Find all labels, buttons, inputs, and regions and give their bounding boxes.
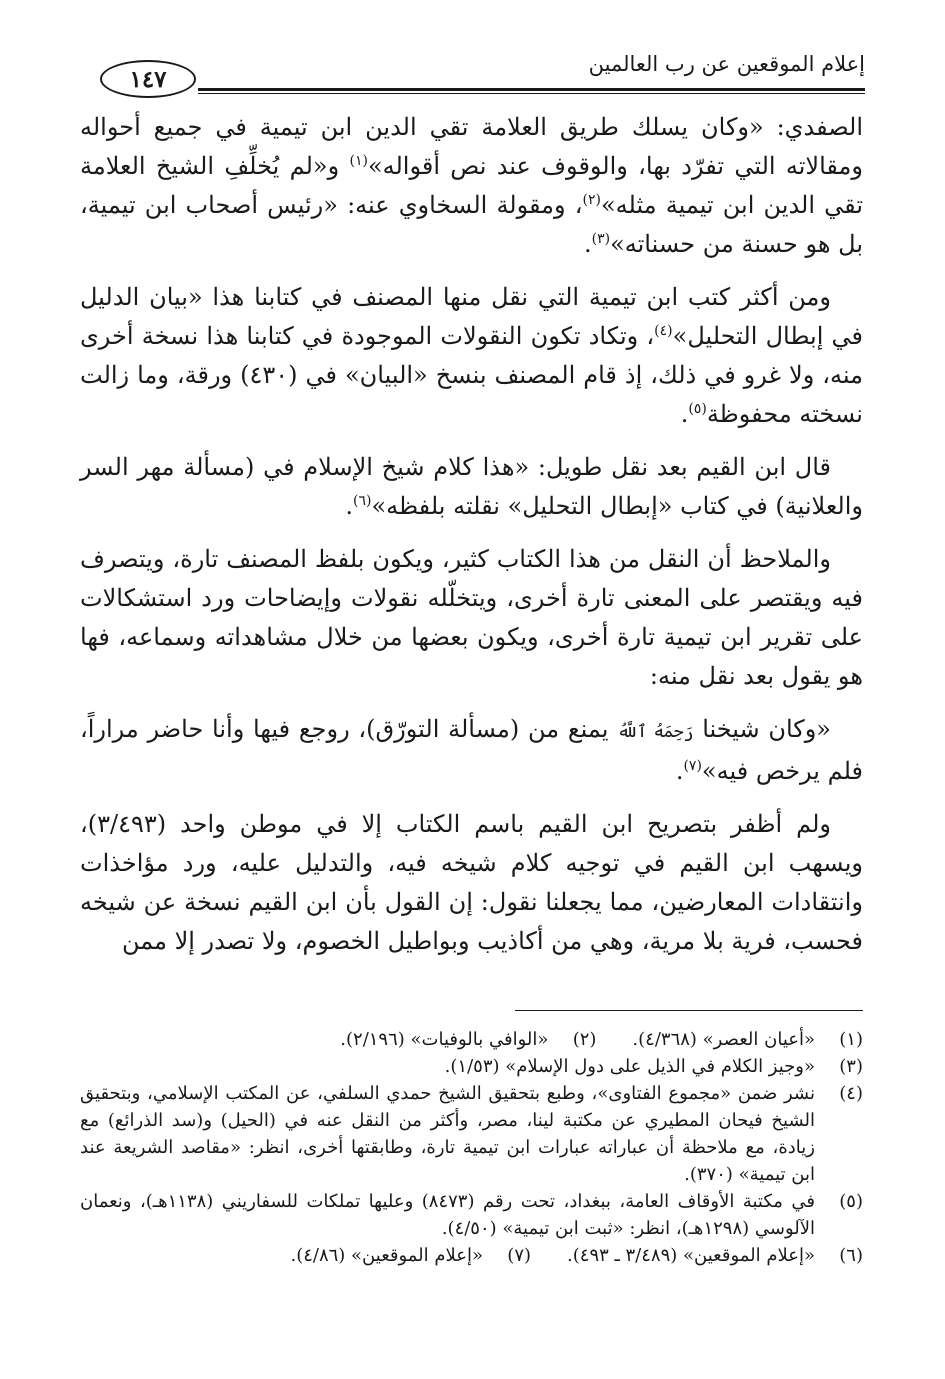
page-header xyxy=(100,48,865,96)
running-title: إعلام الموقعين عن رب العالمين xyxy=(588,52,865,76)
footnote-text: في مكتبة الأوقاف العامة، ببغداد، تحت رقم (٨٤٧٣) وعليها تملكات للسفاريني (١١٣٨هـ)، ونعمان الآلوسي (١٢٩٨هـ)، انظر: «ثبت ابن تيمية» (٤/٥٠). xyxy=(80,1191,815,1239)
footnote-text: «الوافي بالوفيات» (٢/١٩٦). xyxy=(340,1029,549,1050)
header-rule-thin xyxy=(198,93,865,94)
quote-paragraph: «وكان شيخنا رَحِمَهُ ٱللَّهُ يمنع من (مسألة التورّق)، روجع فيها وأنا حاضر مراراً، فلم يرخص فيه»$^{(٧)}$. xyxy=(80,715,863,785)
footnote-text: نشر ضمن «مجموع الفتاوى»، وطبع بتحقيق الشيخ حمدي السلفي، عن المكتب الإسلامي، وبتحقيق الشيخ فيحان المطيري عن مكتبة لينا، مصر، وأكثر من النقل عنه في (الحيل) و(سد الذرائع) مع زيادة، مع ملاحظة أن عباراته عبارات ابن تيمية تارة، وطابقتها أخرى، انظر: «مقاصد الشريعة عند ابن تيمية» (٣٧٠). xyxy=(80,1083,816,1185)
paragraph-1: الصفدي: «وكان يسلك طريق العلامة تقي الدين ابن تيمية في جميع أحواله ومقالاته التي تفرّد بها، والوقوف عند نص أقواله»$^{(١)}$ و«لم يُخلِّفِ الشيخ العلامة تقي الدين ابن تيمية مثله»$^{(٢)}$، ومقولة السخاوي عنه: «رئيس أصحاب ابن تيمية، بل هو حسنة من حسناته»$^{(٣)}$. xyxy=(80,113,864,258)
header-rule xyxy=(198,88,865,91)
footnote-number: (٢) xyxy=(572,1029,597,1050)
footnote-4 xyxy=(80,1080,863,1188)
footnote-5 xyxy=(80,1188,863,1242)
paragraph-3: قال ابن القيم بعد نقل طويل: «هذا كلام شيخ الإسلام في (مسألة مهر السر والعلانية) في كتاب «إبطال التحليل» نقلته بلفظه»$^{(٦)}$. xyxy=(80,453,863,520)
footnote-ref-7[interactable]: (٧) xyxy=(683,758,702,774)
footnote-number: (٥) xyxy=(839,1191,863,1212)
footnote-separator xyxy=(515,1010,863,1011)
footnote-text: «أعيان العصر» (٤/٣٦٨). xyxy=(632,1029,815,1050)
paragraph-2: ومن أكثر كتب ابن تيمية التي نقل منها المصنف في كتابنا هذا «بيان الدليل في إبطال التحليل»$^{(٤)}$، وتكاد تكون النقولات الموجودة في كتابنا هذا نسخة أخرى منه، ولا غرو في ذلك، إذ قام المصنف بنسخ «البيان» في (٤٣٠) ورقة، وما زالت نسخته محفوظة$^{(٥)}$. xyxy=(80,283,864,428)
footnote-text: «وجيز الكلام في الذيل على دول الإسلام» (١/٥٣). xyxy=(444,1056,815,1077)
footnote-text: «إعلام الموقعين» (٣/٤٨٩ ـ ٤٩٣). xyxy=(567,1245,815,1266)
honorific: رَحِمَهُ ٱللَّهُ xyxy=(617,722,694,742)
footnote-ref-4[interactable]: (٤) xyxy=(654,323,673,339)
footnote-number: (٤) xyxy=(839,1083,863,1104)
footnote-text: «إعلام الموقعين» (٤/٨٦). xyxy=(290,1245,484,1266)
footnotes xyxy=(80,1026,863,1269)
paragraph-4: والملاحظ أن النقل من هذا الكتاب كثير، ويكون بلفظ المصنف تارة، ويتصرف فيه ويقتصر على المعنى تارة أخرى، ويتخلّله نقولات وإيضاحات ورد استشكالات على تقرير ابن تيمية تارة أخرى، ويكون بعضها من خلال مشاهداته وسماعه، فها هو يقول بعد نقل منه: xyxy=(80,545,863,690)
footnote-ref-6[interactable]: (٦) xyxy=(352,493,372,509)
paragraph-6: ولم أظفر بتصريح ابن القيم باسم الكتاب إلا في موطن واحد (٣/٤٩٣)، ويسهب ابن القيم في توجيه كلام شيخه فيه، والتدليل عليه، ورد مؤاخذات وانتقادات المعارضين، مما يجعلنا نقول: إن القول بأن ابن القيم نسخة عن شيخه فحسب، فرية بلا مرية، وهي من أكاذيب وبواطيل الخصوم، ولا تصدر إلا ممن xyxy=(80,810,863,955)
footnote-6-7 xyxy=(80,1242,863,1269)
footnote-ref-2[interactable]: (٢) xyxy=(582,192,601,208)
footnote-3 xyxy=(80,1053,863,1080)
footnote-number: (٧) xyxy=(507,1245,532,1266)
footnote-ref-3[interactable]: (٣) xyxy=(591,231,611,247)
footnote-number: (١) xyxy=(839,1029,863,1050)
footnote-ref-5[interactable]: (٥) xyxy=(688,401,707,417)
footnote-1-2 xyxy=(80,1026,863,1053)
page-number: ١٤٧ xyxy=(100,60,196,98)
footnote-number: (٦) xyxy=(839,1245,863,1266)
footnote-ref-1[interactable]: (١) xyxy=(349,153,368,169)
footnote-number: (٣) xyxy=(839,1056,863,1077)
main-text xyxy=(80,108,863,975)
